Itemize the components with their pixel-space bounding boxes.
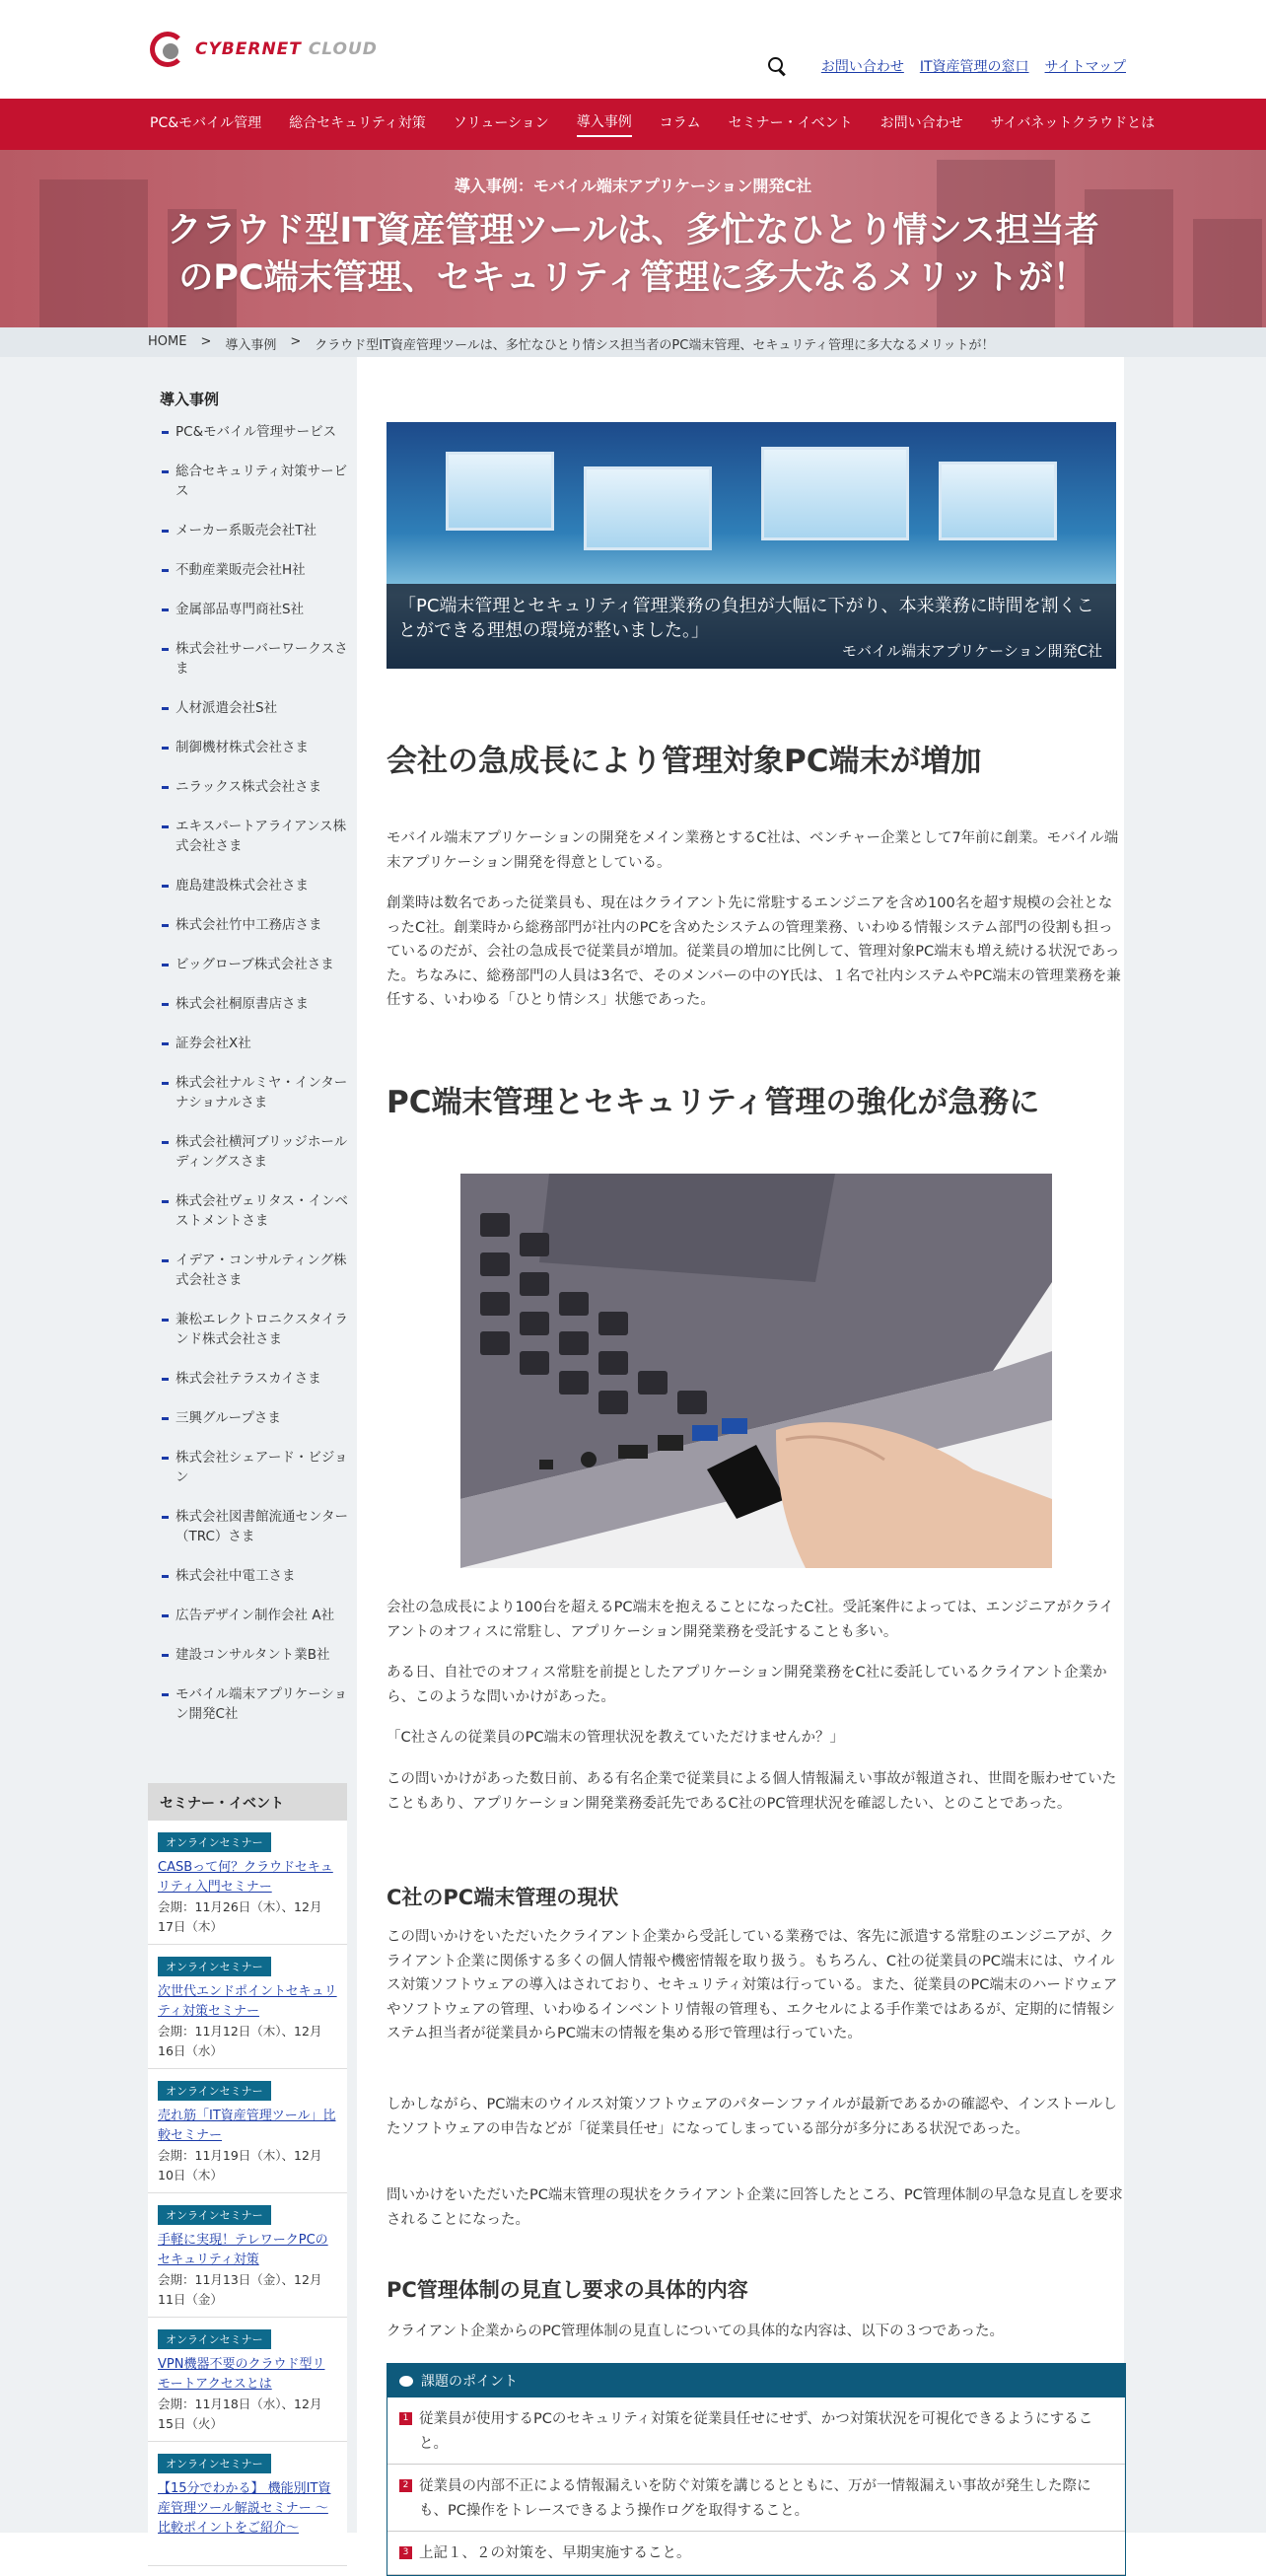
seminar-link[interactable]: 手軽に実現！テレワークPCのセキュリティ対策 <box>158 2233 328 2267</box>
seminar-tag: オンラインセミナー <box>158 2454 271 2473</box>
sidebar-item-case[interactable]: 株式会社竹中工務店さま <box>162 915 351 935</box>
issue-point-row <box>387 2465 1125 2532</box>
header-link-contact[interactable]: お問い合わせ <box>820 59 904 75</box>
seminar-link[interactable]: 【15分でわかる】 機能別IT資産管理ツール解説セミナー ～比較ポイントをご紹介～ <box>158 2481 331 2536</box>
paragraph: 創業時は数名であった従業員も、現在はクライアント先に常駐するエンジニアを含め100名を超す規模の会社となったC社。創業時から総務部門が社内のPCを含めたシステムの管理業務、いわゆる情報システム部門の役割も担っているのだが、会社の急成長で従業員が増加。従業員の増加に比例して、管理対象PC端末も増え続ける状況であった。ちなみに、総務部門の人員は3名で、そのメンバーの中のY氏は、１名で社内システムやPC端末の管理業務を兼任する、いわゆる「ひとり情シス」状態であった。 <box>387 895 1121 1008</box>
site-logo[interactable] <box>150 26 378 73</box>
seminar-tag: オンラインセミナー <box>158 1957 271 1976</box>
sidebar-item-case[interactable]: 株式会社テラスカイさま <box>162 1369 351 1389</box>
sidebar-item-case[interactable]: 人材派遣会社S社 <box>162 698 351 718</box>
header-link-sitemap[interactable]: サイトマップ <box>1044 59 1126 75</box>
seminar-tag: オンラインセミナー <box>158 2205 271 2225</box>
main-nav <box>0 99 1266 150</box>
paragraph: ある日、自社でのオフィス常駐を前提としたアプリケーション開発業務をC社に委託しているクライアント企業から、このような問いかけがあった。 <box>387 1665 1107 1705</box>
issue-point-row <box>387 2397 1125 2465</box>
sidebar-item-case[interactable]: 株式会社横河ブリッジホールディングスさま <box>162 1132 351 1172</box>
issue-points-title: 課題のポイント <box>421 2374 518 2390</box>
sidebar-item-case[interactable]: 株式会社桐原書店さま <box>162 994 351 1014</box>
hero-title-line-1: クラウド型IT資産管理ツールは、多忙なひとり情シス担当者 <box>167 211 1099 250</box>
paragraph: 問いかけをいただいたPC端末管理の現状をクライアント企業に回答したところ、PC管理体制の早急な見直しを要求されることになった。 <box>387 2187 1123 2228</box>
nav-item-contact[interactable]: お問い合わせ <box>879 115 963 131</box>
seminar-item <box>148 2193 347 2318</box>
sidebar-item-case[interactable]: 株式会社中電工さま <box>162 1566 351 1586</box>
sidebar-item-case[interactable]: 建設コンサルタント業B社 <box>162 1645 351 1665</box>
nav-item-seminar[interactable]: セミナー・イベント <box>728 115 853 131</box>
seminar-tag: オンラインセミナー <box>158 1832 271 1852</box>
sidebar-item-case[interactable]: ビッグローブ株式会社さま <box>162 955 351 974</box>
sidebar-item-case[interactable]: 兼松エレクトロニクスタイランド株式会社さま <box>162 1310 351 1349</box>
sidebar-item-case[interactable]: 金属部品専門商社S社 <box>162 600 351 619</box>
sidebar <box>148 357 347 1744</box>
subsection-heading: C社のPC端末管理の現状 <box>387 1886 619 1909</box>
logo-mark-icon <box>150 32 185 67</box>
breadcrumb-separator: > <box>290 334 302 349</box>
issue-points-box <box>387 2363 1126 2576</box>
sidebar-item-case[interactable]: 鹿島建設株式会社さま <box>162 876 351 895</box>
sidebar-item-case[interactable]: エキスパートアライアンス株式会社さま <box>162 817 351 856</box>
sidebar-item-case[interactable]: 広告デザイン制作会社 A社 <box>162 1606 351 1625</box>
seminar-date: 会期：11月12日（木）、12月16日（水） <box>158 2024 322 2058</box>
issue-point-text: 上記１、２の対策を、早期実施すること。 <box>419 2545 691 2561</box>
banner-quote: 「PC端末管理とセキュリティ管理業務の負担が大幅に下がり、本来業務に時間を割くことができる理想の環境が整いました。」 <box>398 596 1094 641</box>
sidebar-item-case[interactable]: イデア・コンサルティング株式会社さま <box>162 1251 351 1290</box>
seminar-item <box>148 1945 347 2069</box>
logo-text-cloud: CLOUD <box>308 39 378 59</box>
logo-text-cybernet: CYBERNET <box>195 39 302 59</box>
seminar-link[interactable]: CASBって何？クラウドセキュリティ入門セミナー <box>158 1860 333 1895</box>
nav-item-case-studies[interactable]: 導入事例 <box>577 111 632 137</box>
seminar-link[interactable]: 売れ筋「IT資産管理ツール」比較セミナー <box>158 2109 336 2143</box>
nav-item-security[interactable]: 総合セキュリティ対策 <box>289 115 426 131</box>
seminar-heading: セミナー・イベント <box>148 1783 347 1821</box>
site-header <box>0 0 1266 99</box>
seminar-list <box>148 1821 347 2566</box>
seminar-link[interactable]: 次世代エンドポイントセキュリティ対策セミナー <box>158 1984 337 2019</box>
banner-company: モバイル端末アプリケーション開発C社 <box>842 642 1102 660</box>
breadcrumb-case-studies[interactable]: 導入事例 <box>225 338 277 353</box>
header-links <box>766 55 1126 77</box>
banner-caption <box>387 584 1116 669</box>
paragraph: 会社の急成長により100台を超えるPC端末を抱えることになったC社。受託案件によっては、エンジニアがクライアントのオフィスに常駐し、アプリケーション開発業務を受託することも多い。 <box>387 1600 1114 1640</box>
sidebar-item-case[interactable]: モバイル端末アプリケーション開発C社 <box>162 1684 351 1724</box>
issue-point-row <box>387 2532 1125 2575</box>
seminar-tag: オンラインセミナー <box>158 2329 271 2349</box>
hero-title-line-2: のPC端末管理、セキュリティ管理に多大なるメリットが！ <box>178 258 1088 298</box>
sidebar-item-case[interactable]: ニラックス株式会社さま <box>162 777 351 797</box>
seminar-box <box>148 1783 347 2566</box>
sidebar-item-case[interactable]: PC&モバイル管理サービス <box>162 422 351 442</box>
nav-item-pc-mobile[interactable]: PC&モバイル管理 <box>150 115 262 131</box>
seminar-item <box>148 2442 347 2566</box>
issue-points-list <box>387 2397 1125 2575</box>
sidebar-heading: 導入事例 <box>160 391 220 408</box>
sidebar-item-case[interactable]: メーカー系販売会社T社 <box>162 521 351 540</box>
laptop-usb-photo <box>460 1174 1052 1568</box>
sidebar-item-case[interactable]: 証券会社X社 <box>162 1034 351 1053</box>
seminar-tag: オンラインセミナー <box>158 2081 271 2101</box>
breadcrumb-separator: > <box>200 334 212 349</box>
issue-point-number: 3 <box>399 2546 412 2559</box>
seminar-date: 会期：11月13日（金）、12月11日（金） <box>158 2272 322 2307</box>
seminar-date: 会期：11月19日（木）、12月10日（木） <box>158 2148 322 2182</box>
case-study-banner <box>387 422 1116 669</box>
paragraph: しかしながら、PC端末のウイルス対策ソフトウェアのパターンファイルが最新であるかの確認や、インストールしたソフトウェアの申告などが「従業員任せ」になってしまっている部分が多分にある状況であった。 <box>387 2097 1117 2137</box>
issue-point-number: 2 <box>399 2479 412 2492</box>
sidebar-item-case[interactable]: 不動産業販売会社H社 <box>162 560 351 580</box>
breadcrumb <box>0 327 1266 357</box>
hero-banner <box>0 150 1266 327</box>
sidebar-item-case[interactable]: 株式会社ナルミヤ・インターナショナルさま <box>162 1073 351 1112</box>
search-icon[interactable] <box>766 55 788 77</box>
nav-item-about[interactable]: サイバネットクラウドとは <box>990 115 1156 131</box>
seminar-item <box>148 2069 347 2193</box>
speech-bubble-icon <box>399 2376 413 2387</box>
issue-point-number: 1 <box>399 2412 412 2425</box>
sidebar-item-case[interactable]: 制御機材株式会社さま <box>162 738 351 757</box>
issue-point-text: 従業員が使用するPCのセキュリティ対策を従業員任せにせず、かつ対策状況を可視化できるようにすること。 <box>419 2411 1093 2452</box>
sidebar-item-case[interactable]: 株式会社シェアード・ビジョン <box>162 1448 351 1487</box>
breadcrumb-current: クラウド型IT資産管理ツールは、多忙なひとり情シス担当者のPC端末管理、セキュリティ管理に多大なるメリットが！ <box>315 338 995 353</box>
issue-point-text: 従業員の内部不正による情報漏えいを防ぐ対策を講じるとともに、万が一情報漏えい事故が発生した際にも、PC操作をトレースできるよう操作ログを取得すること。 <box>419 2478 1091 2519</box>
sidebar-case-list <box>148 422 347 1724</box>
seminar-date: 会期：11月26日（木）、12月17日（木） <box>158 1899 322 1934</box>
hero-subtitle: 導入事例：モバイル端末アプリケーション開発C社 <box>454 177 812 195</box>
paragraph: この問いかけをいただいたクライアント企業から受託している業務では、客先に派遣する常駐のエンジニアが、クライアント企業に関係する多くの個人情報や機密情報を取り扱う。もちろん、C社の従業員のPC端末には、ウイルス対策ソフトウェアの導入はされており、セキュリティ対策は行っている。また、従業員のPC端末のハードウェアやソフトウェアの管理、いわゆるインベントリ情報の管理も、エクセルによる手作業ではあるが、定期的に情報システム担当者が従業員からPC端末の情報を集める形で管理は行っていた。 <box>387 1929 1118 2041</box>
sidebar-item-case[interactable]: 株式会社ヴェリタス・インベストメントさま <box>162 1191 351 1231</box>
sidebar-item-case[interactable]: 株式会社図書館流通センター（TRC）さま <box>162 1507 351 1546</box>
breadcrumb-home[interactable]: HOME <box>148 334 187 349</box>
section-heading: PC端末管理とセキュリティ管理の強化が急務に <box>387 1085 1040 1120</box>
subsection-heading: PC管理体制の見直し要求の具体的内容 <box>387 2278 748 2302</box>
seminar-date: 会期：11月18日（水）、12月15日（火） <box>158 2397 322 2431</box>
sidebar-item-case[interactable]: 総合セキュリティ対策サービス <box>162 462 351 501</box>
paragraph: 「C社さんの従業員のPC端末の管理状況を教えていただけませんか？」 <box>387 1730 844 1746</box>
paragraph: この問いかけがあった数日前、ある有名企業で従業員による個人情報漏えい事故が報道され、世間を賑わせていたこともあり、アプリケーション開発業務委託先であるC社のPC管理状況を確認したい、とのことであった。 <box>387 1771 1117 1812</box>
nav-item-column[interactable]: コラム <box>659 115 701 131</box>
seminar-item <box>148 1821 347 1945</box>
sidebar-item-case[interactable]: 株式会社サーバーワークスさま <box>162 639 351 679</box>
section-heading: 会社の急成長により管理対象PC端末が増加 <box>387 744 982 779</box>
seminar-item <box>148 2318 347 2442</box>
seminar-link[interactable]: VPN機器不要のクラウド型リモートアクセスとは <box>158 2357 325 2392</box>
logo-text <box>195 39 378 59</box>
sidebar-item-case[interactable]: 三興グループさま <box>162 1408 351 1428</box>
hero-title <box>0 207 1266 302</box>
header-link-it-asset[interactable]: IT資産管理の窓口 <box>919 59 1029 75</box>
paragraph: モバイル端末アプリケーションの開発をメイン業務とするC社は、ベンチャー企業として7年前に創業。モバイル端末アプリケーション開発を得意としている。 <box>387 830 1119 871</box>
nav-item-solution[interactable]: ソリューション <box>453 115 549 131</box>
issue-points-header <box>387 2364 1125 2397</box>
paragraph: クライアント企業からのPC管理体制の見直しについての具体的な内容は、以下の３つであった。 <box>387 2324 1004 2339</box>
